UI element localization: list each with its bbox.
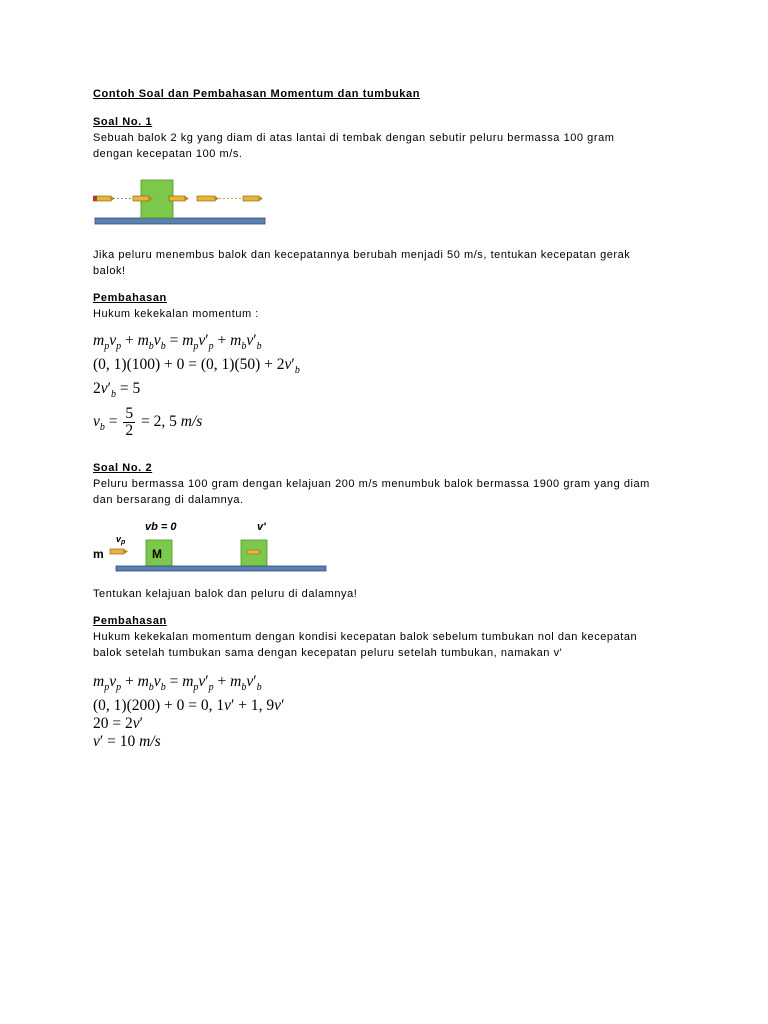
soal1-eq1: $m_pv_p + m_bv_b = m_pv'_p + m_bv'_b$ <box>93 332 262 353</box>
bullet-icon <box>110 549 128 554</box>
soal1-question-line2: balok! <box>93 265 126 277</box>
soal2-heading: Soal No. 2 <box>93 462 153 475</box>
soal1-question-line1: Jika peluru menembus balok dan kecepatannya berubah menjadi 50 m/s, tentukan kecepatan gerak <box>93 249 631 261</box>
bullet-icon <box>243 196 263 201</box>
soal2-eq4: v′ = 10 m/s <box>93 733 161 751</box>
soal1-eq2: (0, 1)(100) + 0 = (0, $1)(50) + 2v'_b$ <box>93 356 300 377</box>
soal2-eq3: 20 = 2v′ <box>93 715 144 733</box>
soal1-pembahasan-heading: Pembahasan <box>93 292 167 304</box>
soal1-text-line2: dengan kecepatan 100 m/s. <box>93 148 243 160</box>
soal2-pembahasan-line1: Hukum kekekalan momentum dengan kondisi kecepatan balok sebelum tumbukan nol dan kecepatan <box>93 631 638 644</box>
bullet-icon <box>169 196 189 201</box>
soal2-text-line1: Peluru bermassa 100 gram dengan kelajuan 200 m/s menumbuk balok bermassa 1900 gram yang diam <box>93 478 650 491</box>
soal2-question: Tentukan kelajuan balok dan peluru di dalamnya! <box>93 588 358 601</box>
soal1-figure <box>93 176 273 231</box>
bullet-icon <box>133 196 153 201</box>
soal1-eq3: $2v'_b = 5$ <box>93 380 141 401</box>
soal2-pembahasan-line2: balok setelah tumbukan sama dengan kecepatan peluru setelah tumbukan, namakan v' <box>93 647 563 660</box>
soal2-eq1: $m_pv_p + m_bv_b = m_pv'_p + m_bv'_b$ <box>93 673 262 694</box>
floor <box>116 566 326 571</box>
fig-m-label: m <box>93 547 104 562</box>
soal2-figure <box>93 516 333 576</box>
soal2-equations <box>93 673 693 751</box>
fig-vprime-label: v' <box>257 521 266 534</box>
soal2-eq2: (0, 1)(200) + 0 = 0, 1v′ + 1, 9v′ <box>93 697 285 715</box>
floor <box>95 218 265 224</box>
fig-vp-label: $v_p$ <box>116 534 126 547</box>
soal1-eq4: $v_b$ = $\frac{5}{2}$ = 2, 5 m/s <box>93 405 203 440</box>
soal2-text-line2: dan bersarang di dalamnya. <box>93 494 244 507</box>
bullet-icon <box>93 196 115 201</box>
soal1-pembahasan-text: Hukum kekekalan momentum : <box>93 308 259 320</box>
soal2-pembahasan-heading: Pembahasan <box>93 615 167 628</box>
fig-vb-label: vb = 0 <box>145 521 177 534</box>
soal1-text-line1: Sebuah balok 2 kg yang diam di atas lantai di tembak dengan sebutir peluru bermassa 100 gram <box>93 132 615 144</box>
bullet-icon <box>247 550 262 554</box>
document <box>93 86 693 751</box>
soal1-equations <box>93 332 693 446</box>
fig-M-label: M <box>152 547 162 562</box>
bullet-icon <box>197 196 219 201</box>
soal1-heading: Soal No. 1 <box>93 116 153 128</box>
page-title: Contoh Soal dan Pembahasan Momentum dan tumbukan <box>93 88 421 100</box>
